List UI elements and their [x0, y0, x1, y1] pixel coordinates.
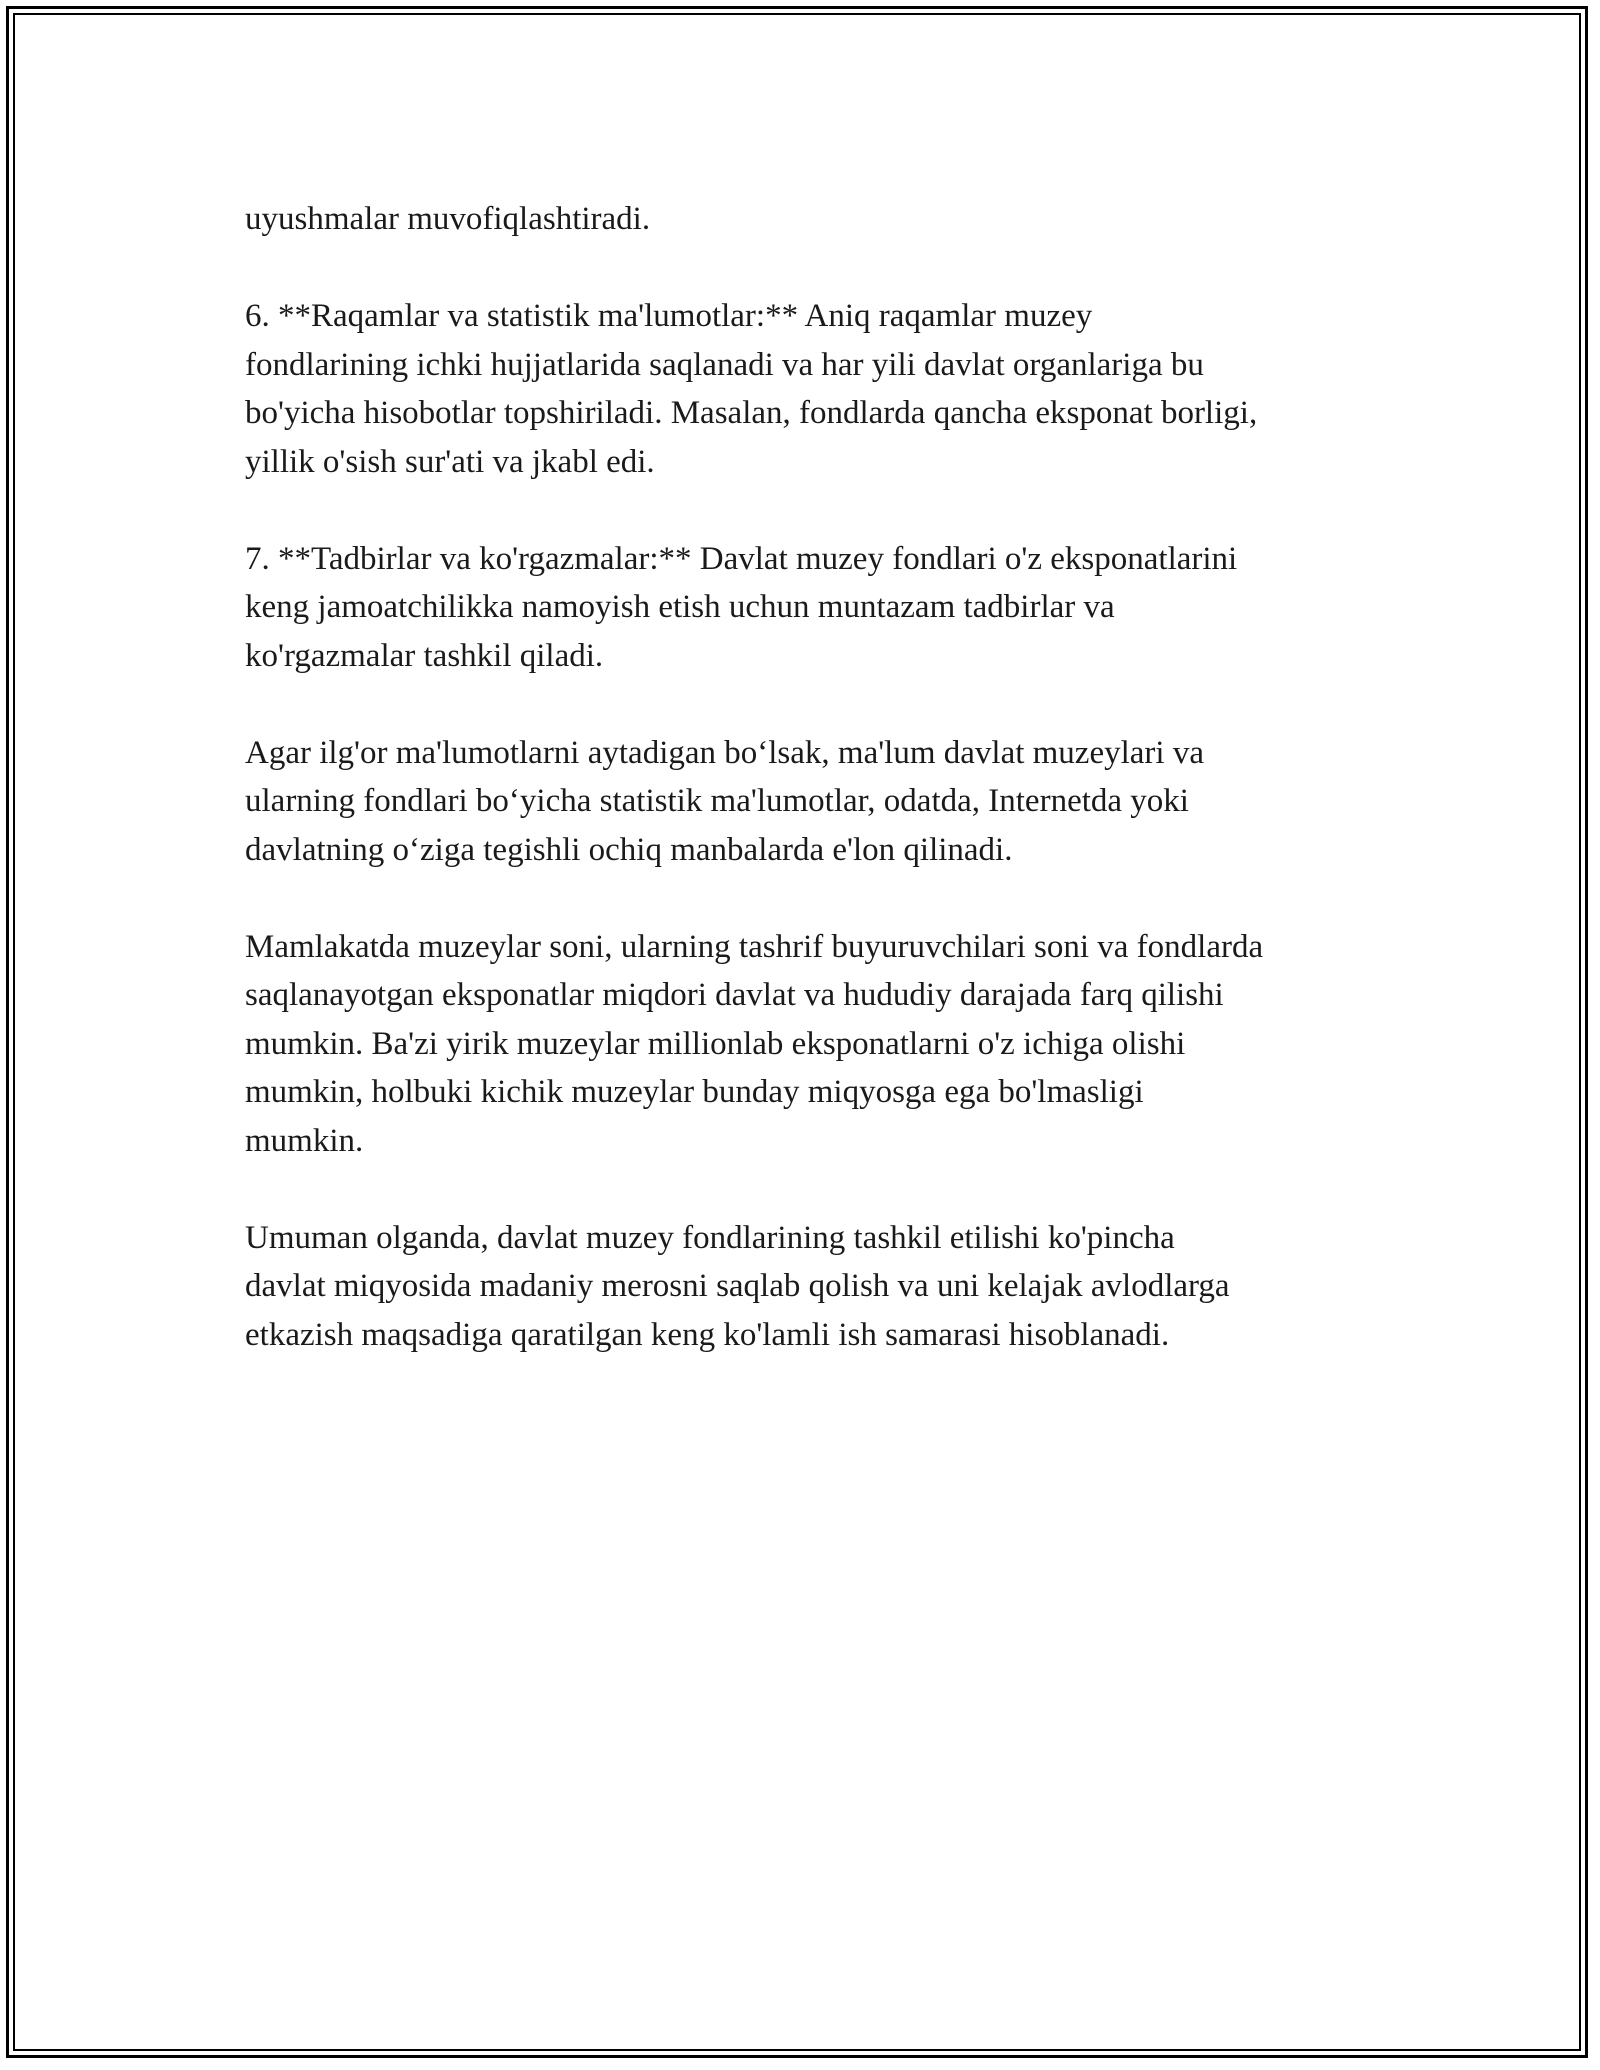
text-line: uyushmalar muvofiqlashtiradi. [245, 201, 651, 237]
paragraph-advanced-info [245, 729, 1395, 875]
text-line: Agar ilg'or ma'lumotlarni aytadigan boʻlsak, ma'lum davlat muzeylari va [245, 734, 1204, 771]
text-line: 6. **Raqamlar va statistik ma'lumotlar:** Aniq raqamlar muzey [245, 298, 1093, 334]
text-line: 7. **Tadbirlar va ko'rgazmalar:** Davlat muzey fondlari o'z eksponatlarini [245, 540, 1238, 577]
text-line: davlatning oʻziga tegishli ochiq manbalarda e'lon qilinadi. [245, 831, 1013, 868]
text-line: davlat miqyosida madaniy merosni saqlab qolish va uni kelajak avlodlarga [245, 1268, 1230, 1304]
text-line: ularning fondlari boʻyicha statistik ma'lumotlar, odatda, Internetda yoki [245, 783, 1189, 819]
text-line: Umuman olganda, davlat muzey fondlarining tashkil etilishi ko'pincha [245, 1219, 1175, 1256]
text-line: mumkin. [245, 1122, 364, 1159]
text-line: Mamlakatda muzeylar soni, ularning tashrif buyuruvchilari soni va fondlarda [245, 928, 1264, 965]
text-line: etkazish maqsadiga qaratilgan keng ko'lamli ish samarasi hisoblanadi. [245, 1316, 1170, 1353]
paragraph-item-7 [245, 535, 1395, 681]
text-line: saqlanayotgan eksponatlar miqdori davlat va hududiy darajada farq qilishi [245, 977, 1224, 1013]
page-frame [6, 6, 1588, 2058]
text-line: mumkin. Ba'zi yirik muzeylar millionlab eksponatlarni o'z ichiga olishi [245, 1025, 1186, 1062]
paragraph-continuation [245, 195, 1395, 244]
text-line: mumkin, holbuki kichik muzeylar bunday miqyosga ega bo'lmasligi [245, 1074, 1144, 1110]
paragraph-museum-counts [245, 923, 1395, 1166]
paragraph-item-6 [245, 292, 1395, 486]
text-line: ko'rgazmalar tashkil qiladi. [245, 637, 604, 674]
text-line: keng jamoatchilikka namoyish etish uchun muntazam tadbirlar va [245, 589, 1115, 625]
text-line: fondlarining ichki hujjatlarida saqlanadi va har yili davlat organlariga bu [245, 346, 1204, 383]
text-line: bo'yicha hisobotlar topshiriladi. Masalan, fondlarda qancha eksponat borligi, [245, 395, 1258, 431]
paragraph-conclusion [245, 1214, 1395, 1360]
text-line: yillik o'sish sur'ati va jkabl edi. [245, 443, 655, 480]
document-body [245, 195, 1395, 1408]
